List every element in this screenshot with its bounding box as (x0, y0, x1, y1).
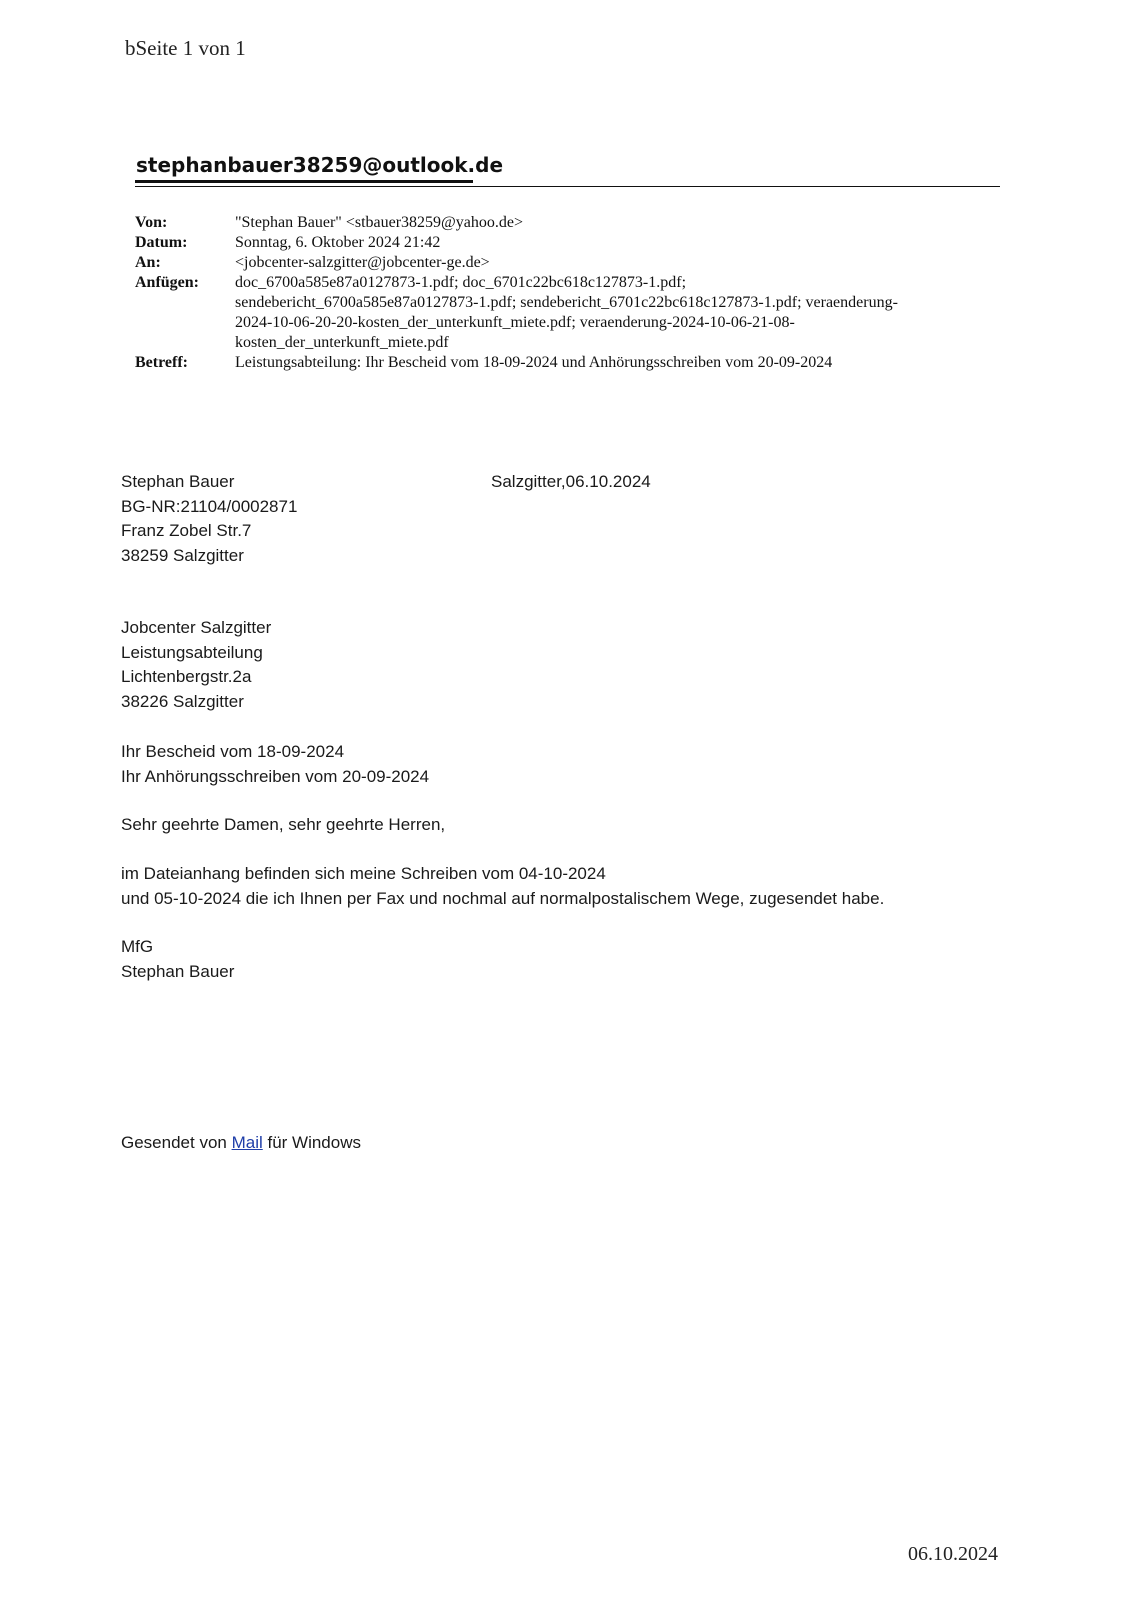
account-email: stephanbauer38259@outlook.de (136, 153, 504, 177)
sender-street: Franz Zobel Str.7 (121, 521, 252, 540)
email-meta (135, 213, 1005, 373)
from-value: "Stephan Bauer" <stbauer38259@yahoo.de> (235, 214, 523, 231)
closing (121, 935, 234, 984)
attachment-line: doc_6700a585e87a0127873-1.pdf; doc_6701c22bc618c127873-1.pdf; (235, 274, 687, 291)
meta-to (135, 253, 1005, 273)
to-value: <jobcenter-salzgitter@jobcenter-ge.de> (235, 254, 490, 271)
reference-line: Ihr Anhörungsschreiben vom 20-09-2024 (121, 766, 430, 786)
subject-value: Leistungsabteilung: Ihr Bescheid vom 18-09-2024 und Anhörungsschreiben vom 20-09-2024 (235, 354, 833, 371)
account-underline (135, 180, 473, 183)
message-body (121, 862, 1021, 911)
recipient-line: Leistungsabteilung (121, 642, 263, 662)
closing-name: Stephan Bauer (121, 961, 235, 981)
meta-attachments (135, 273, 1005, 353)
meta-date (135, 233, 1005, 253)
attachment-line: sendebericht_6700a585e87a0127873-1.pdf; sendebericht_6701c22bc618c127873-1.pdf; veraenderung- (235, 294, 898, 311)
attachment-list (235, 273, 1005, 353)
header-rule (135, 186, 1000, 187)
salutation: Sehr geehrte Damen, sehr geehrte Herren, (121, 815, 446, 834)
attach-label: Anfügen: (135, 274, 200, 291)
sent-suffix: für Windows (262, 1133, 361, 1152)
closing-greeting: MfG (121, 937, 154, 956)
attachment-line: kosten_der_unterkunft_miete.pdf (235, 334, 449, 351)
page-footer-date: 06.10.2024 (908, 1543, 998, 1565)
sender-bg-nr: BG-NR:21104/0002871 (121, 496, 298, 516)
subject-label: Betreff: (135, 354, 188, 371)
page-header: bSeite 1 von 1 (125, 36, 246, 60)
recipient-line: Jobcenter Salzgitter (121, 618, 272, 637)
recipient-address (121, 616, 271, 714)
message-line: im Dateianhang befinden sich meine Schreiben vom 04-10-2024 (121, 864, 606, 883)
sender-name: Stephan Bauer (121, 472, 235, 491)
reference-lines (121, 740, 429, 789)
sent-from-footer (121, 1131, 361, 1156)
attachment-line: 2024-10-06-20-20-kosten_der_unterkunft_miete.pdf; veraenderung-2024-10-06-21-08- (235, 314, 795, 331)
reference-line: Ihr Bescheid vom 18-09-2024 (121, 742, 345, 761)
from-label: Von: (135, 214, 168, 231)
recipient-line: Lichtenbergstr.2a (121, 667, 252, 686)
to-label: An: (135, 254, 161, 271)
mail-link[interactable]: Mail (231, 1133, 263, 1152)
meta-subject (135, 353, 1005, 373)
sent-prefix: Gesendet von (121, 1133, 232, 1152)
date-value: Sonntag, 6. Oktober 2024 21:42 (235, 234, 441, 251)
place-date: Salzgitter,06.10.2024 (491, 472, 651, 491)
message-line: und 05-10-2024 die ich Ihnen per Fax und nochmal auf normalpostalischem Wege, zugesendet habe. (121, 888, 885, 908)
sender-address (121, 470, 297, 568)
recipient-line: 38226 Salzgitter (121, 691, 244, 711)
date-label: Datum: (135, 234, 188, 251)
sender-city: 38259 Salzgitter (121, 545, 244, 565)
meta-from (135, 213, 1005, 233)
